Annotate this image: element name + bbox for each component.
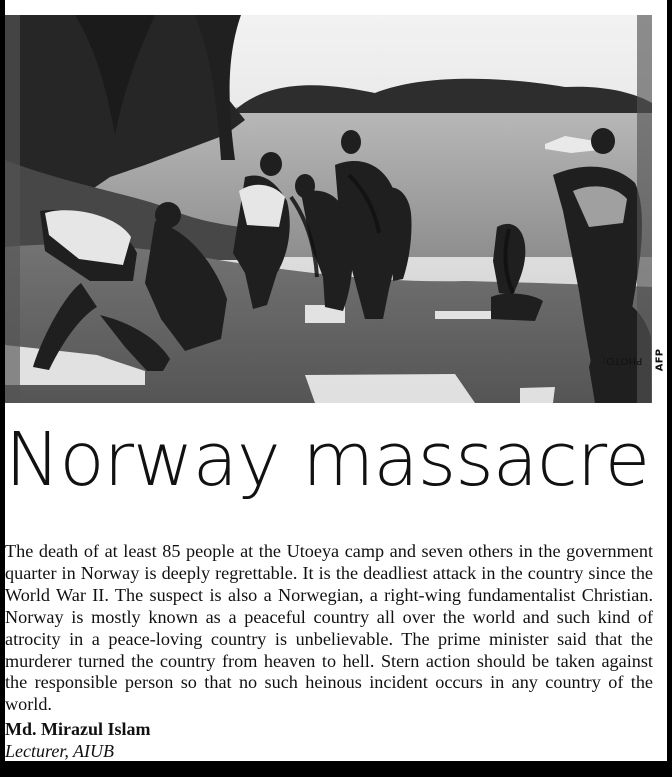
article-headline: Norway massacre <box>5 417 650 503</box>
newspaper-page <box>5 0 667 761</box>
news-photo <box>5 15 652 403</box>
photo-credit-source: AFP <box>654 348 665 372</box>
author-name: Md. Mirazul Islam <box>5 719 151 739</box>
photo-credit-prefix: PHOTO: <box>602 354 642 366</box>
photo-credit <box>602 15 667 403</box>
author-title: Lecturer, AIUB <box>5 741 114 761</box>
letter-body: The death of at least 85 people at the Utoeya camp and seven others in the government quarter in Norway is deeply regrettable. It is the deadliest attack in the country since the World War II. The suspect is also a Norwegian, a right-wing fundamentalist Christian. Norway is mostly known as a peaceful country all over the world and such kind of atrocity in a peace-loving country is unbelievable. The prime minister said that the murderer turned the country from heaven to hell. Stern action should be taken against the responsible person so that no such heinous incident occurs in any country of the world. <box>5 541 653 715</box>
